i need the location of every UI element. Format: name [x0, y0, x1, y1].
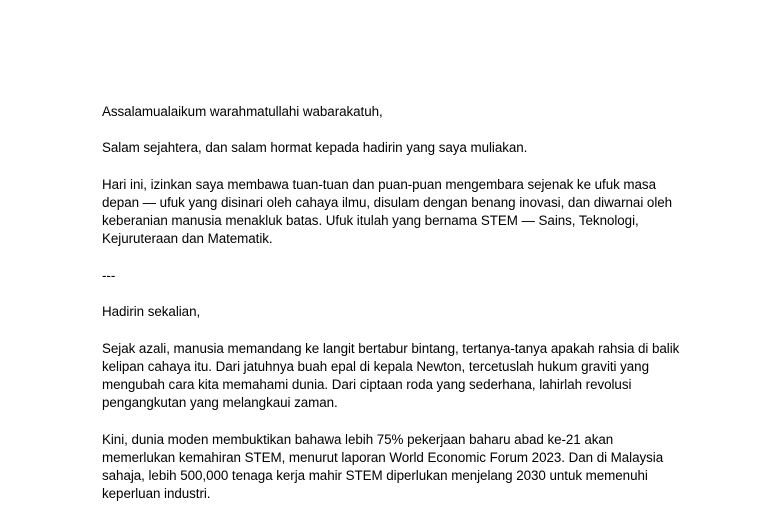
text-line: sahaja, lebih 500,000 tenaga kerja mahir STEM diperlukan menjelang 2030 untuk memenuhi: [102, 467, 648, 483]
greeting-paragraph: [102, 103, 702, 121]
text-line: memerlukan kemahiran STEM, menurut laporan World Economic Forum 2023. Dan di Malaysia: [102, 449, 664, 465]
text-line: keberanian manusia menakluk batas. Ufuk itulah yang bernama STEM — Sains, Teknologi,: [102, 213, 639, 229]
text-line: Assalamualaikum warahmatullahi wabarakatuh,: [102, 104, 383, 119]
text-line: Sejak azali, manusia memandang ke langit bertabur bintang, tertanya-tanya apakah rahsia di balik: [102, 340, 680, 356]
text-line: Hari ini, izinkan saya membawa tuan-tuan dan puan-puan mengembara sejenak ke ufuk masa: [102, 176, 656, 192]
text-line: pengangkutan yang melangkaui zaman.: [102, 395, 338, 411]
salutation-paragraph: [102, 139, 702, 157]
intro-paragraph: [102, 176, 702, 249]
text-line: depan — ufuk yang disinari oleh cahaya ilmu, disulam dengan benang inovasi, dan diwarnai oleh: [102, 194, 673, 210]
statistics-paragraph: [102, 431, 702, 504]
section-divider: [102, 267, 702, 285]
text-line: keperluan industri.: [102, 486, 211, 502]
history-paragraph: [102, 340, 702, 413]
address-paragraph: [102, 303, 702, 321]
speech-text: [102, 103, 702, 522]
text-line: kelipan cahaya itu. Dari jatuhnya buah epal di kepala Newton, tercetuslah hukum graviti yang: [102, 358, 649, 374]
text-line: Salam sejahtera, dan salam hormat kepada hadirin yang saya muliakan.: [102, 140, 528, 156]
text-line: ---: [102, 267, 116, 283]
text-line: mengubah cara kita memahami dunia. Dari ciptaan roda yang sederhana, lahirlah revolusi: [102, 376, 632, 392]
text-line: Hadirin sekalian,: [102, 304, 201, 320]
text-line: Kini, dunia moden membuktikan bahawa lebih 75% pekerjaan baharu abad ke-21 akan: [102, 431, 614, 447]
text-line: Kejuruteraan dan Matematik.: [102, 231, 273, 247]
